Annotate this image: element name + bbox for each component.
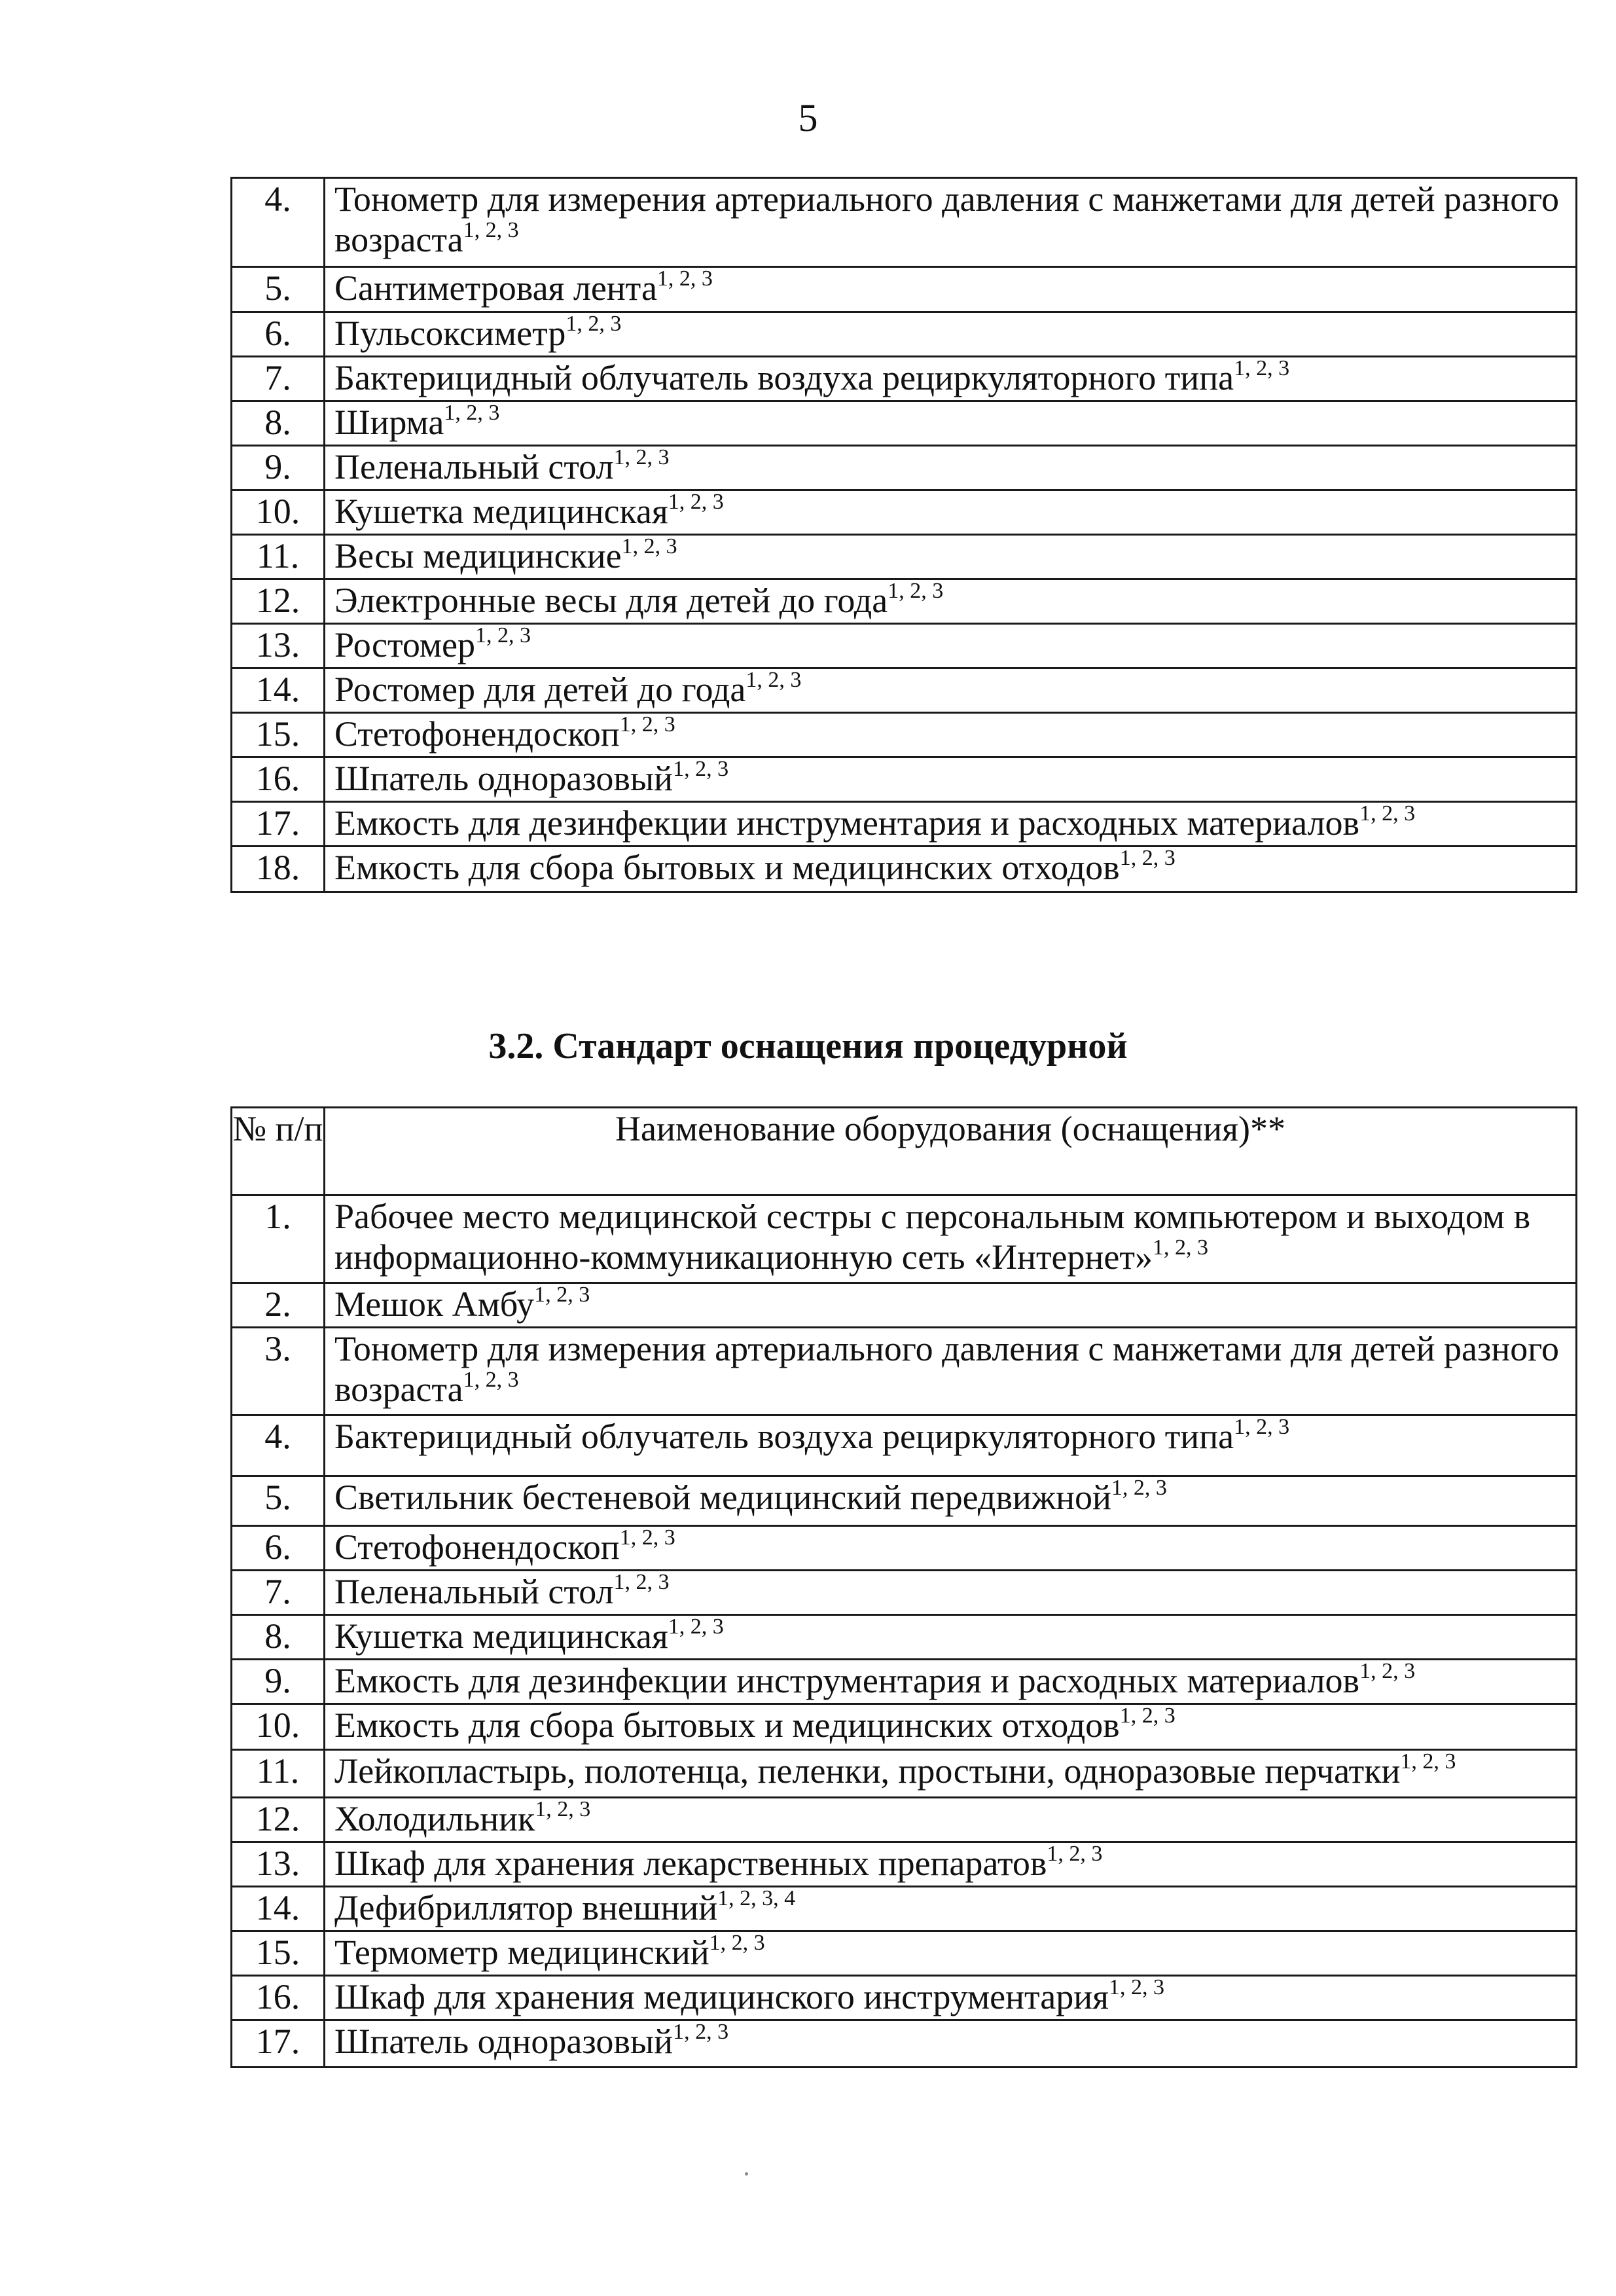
equipment-name-cell — [325, 1571, 1577, 1615]
table-row — [232, 1415, 1577, 1476]
equipment-name-cell — [325, 847, 1577, 892]
equipment-name: Лейкопластырь, полотенца, пеленки, простыни, одноразовые перчатки — [334, 1751, 1401, 1791]
footnote-marks: 1, 2, 3, 4 — [717, 1886, 796, 1910]
footnote-marks: 1, 2, 3 — [1047, 1842, 1103, 1866]
equipment-name: Емкость для дезинфекции инструментария и расходных материалов — [334, 1661, 1360, 1700]
equipment-name-cell — [325, 1615, 1577, 1660]
row-number: 11. — [232, 535, 325, 579]
equipment-name-cell — [325, 312, 1577, 357]
equipment-name-cell — [325, 579, 1577, 624]
footnote-marks: 1, 2, 3 — [745, 668, 802, 692]
table-row — [232, 535, 1577, 579]
equipment-name-cell — [325, 1283, 1577, 1328]
equipment-name-cell — [325, 668, 1577, 713]
equipment-name-cell — [325, 1798, 1577, 1842]
equipment-name-cell — [325, 1842, 1577, 1887]
equipment-name: Ростомер — [334, 625, 475, 665]
table-row — [232, 1976, 1577, 2020]
equipment-name: Бактерицидный облучатель воздуха рециркуляторного типа — [334, 1417, 1234, 1456]
equipment-name: Пеленальный стол — [334, 447, 614, 486]
equipment-name-cell — [325, 1195, 1577, 1283]
equipment-name-cell — [325, 624, 1577, 668]
equipment-name: Весы медицинские — [334, 536, 622, 575]
footnote-marks: 1, 2, 3 — [475, 623, 531, 647]
equipment-table-continued — [230, 177, 1577, 893]
equipment-name-cell — [325, 1704, 1577, 1750]
table-row — [232, 312, 1577, 357]
equipment-name: Ростомер для детей до года — [334, 670, 746, 709]
table-row — [232, 624, 1577, 668]
row-number: 10. — [232, 1704, 325, 1750]
footnote-marks: 1, 2, 3 — [1359, 1659, 1416, 1683]
footnote-marks: 1, 2, 3 — [1153, 1235, 1208, 1260]
table-row — [232, 446, 1577, 490]
equipment-name: Емкость для дезинфекции инструментария и расходных материалов — [334, 803, 1360, 843]
table-row — [232, 1571, 1577, 1615]
footnote-marks: 1, 2, 3 — [668, 490, 724, 514]
equipment-name: Тонометр для измерения артериального давления с манжетами для детей разного возраста — [334, 179, 1560, 259]
row-number: 17. — [232, 802, 325, 847]
row-number: 14. — [232, 1887, 325, 1931]
footnote-marks: 1, 2, 3 — [619, 1525, 675, 1550]
equipment-name: Шкаф для хранения лекарственных препаратов — [334, 1844, 1047, 1883]
table-row — [232, 1328, 1577, 1415]
footnote-marks: 1, 2, 3 — [668, 1614, 724, 1639]
equipment-name: Шкаф для хранения медицинского инструментария — [334, 1977, 1109, 2016]
equipment-name-cell — [325, 1526, 1577, 1571]
row-number: 14. — [232, 668, 325, 713]
row-number: 12. — [232, 579, 325, 624]
row-number: 13. — [232, 1842, 325, 1887]
equipment-name: Емкость для сбора бытовых и медицинских отходов — [334, 848, 1120, 887]
table-row — [232, 1526, 1577, 1571]
equipment-name: Рабочее место медицинской сестры с персональным компьютером и выходом в информационно-коммуникационную сеть «Интернет» — [334, 1197, 1531, 1277]
footnote-marks: 1, 2, 3 — [1108, 1975, 1164, 1999]
table-row — [232, 579, 1577, 624]
scan-artifact — [745, 2172, 748, 2176]
table-row — [232, 1476, 1577, 1526]
equipment-name: Термометр медицинский — [334, 1933, 709, 1972]
table-row — [232, 490, 1577, 535]
row-number: 11. — [232, 1750, 325, 1798]
footnote-marks: 1, 2, 3 — [1234, 1415, 1290, 1439]
row-number: 7. — [232, 1571, 325, 1615]
row-number: 2. — [232, 1283, 325, 1328]
row-number: 18. — [232, 847, 325, 892]
footnote-marks: 1, 2, 3 — [566, 312, 622, 336]
row-number: 4. — [232, 1415, 325, 1476]
footnote-marks: 1, 2, 3 — [613, 445, 670, 469]
row-number: 3. — [232, 1328, 325, 1415]
table-row — [232, 1195, 1577, 1283]
row-number: 8. — [232, 1615, 325, 1660]
equipment-name: Кушетка медицинская — [334, 1616, 668, 1656]
table-row — [232, 357, 1577, 401]
row-number: 4. — [232, 178, 325, 267]
row-number: 8. — [232, 401, 325, 446]
section-title: 3.2. Стандарт оснащения процедурной — [488, 1026, 1128, 1066]
equipment-name-cell — [325, 401, 1577, 446]
footnote-marks: 1, 2, 3 — [1119, 1704, 1176, 1728]
footnote-marks: 1, 2, 3 — [463, 218, 519, 242]
equipment-name-cell — [325, 178, 1577, 267]
equipment-name: Шпатель одноразовый — [334, 759, 673, 798]
table-row — [232, 1798, 1577, 1842]
row-number: 15. — [232, 1931, 325, 1976]
row-number: 6. — [232, 1526, 325, 1571]
table-row — [232, 2020, 1577, 2068]
row-number: 12. — [232, 1798, 325, 1842]
table-row — [232, 757, 1577, 802]
equipment-name: Пеленальный стол — [334, 1572, 614, 1611]
equipment-name-cell — [325, 357, 1577, 401]
footnote-marks: 1, 2, 3 — [535, 1797, 591, 1821]
header-number: № п/п — [232, 1108, 325, 1195]
equipment-name: Дефибриллятор внешний — [334, 1888, 718, 1927]
footnote-marks: 1, 2, 3 — [613, 1570, 670, 1594]
equipment-name-cell — [325, 490, 1577, 535]
footnote-marks: 1, 2, 3 — [709, 1931, 765, 1955]
procedure-room-equipment-table — [230, 1106, 1577, 2068]
page-number: 5 — [798, 96, 818, 139]
row-number: 16. — [232, 757, 325, 802]
equipment-name: Стетофонендоскоп — [334, 1527, 620, 1567]
equipment-name-cell — [325, 1415, 1577, 1476]
row-number: 15. — [232, 713, 325, 757]
equipment-name: Светильник бестеневой медицинский передвижной — [334, 1478, 1111, 1517]
table-row — [232, 1283, 1577, 1328]
equipment-name: Бактерицидный облучатель воздуха рециркуляторного типа — [334, 358, 1234, 397]
row-number: 9. — [232, 446, 325, 490]
table-row — [232, 1887, 1577, 1931]
table-row — [232, 713, 1577, 757]
footnote-marks: 1, 2, 3 — [621, 534, 677, 558]
table-row — [232, 1931, 1577, 1976]
table-row — [232, 1660, 1577, 1704]
footnote-marks: 1, 2, 3 — [1400, 1749, 1456, 1774]
footnote-marks: 1, 2, 3 — [1234, 356, 1290, 380]
table-header-row — [232, 1108, 1577, 1195]
equipment-name-cell — [325, 2020, 1577, 2068]
equipment-name-cell — [325, 446, 1577, 490]
footnote-marks: 1, 2, 3 — [1119, 846, 1176, 870]
table-row — [232, 1704, 1577, 1750]
row-number: 5. — [232, 267, 325, 312]
equipment-name-cell — [325, 1750, 1577, 1798]
row-number: 13. — [232, 624, 325, 668]
table-row — [232, 267, 1577, 312]
equipment-name-cell — [325, 1887, 1577, 1931]
equipment-name-cell — [325, 1476, 1577, 1526]
row-number: 5. — [232, 1476, 325, 1526]
equipment-name: Емкость для сбора бытовых и медицинских отходов — [334, 1705, 1120, 1745]
equipment-name-cell — [325, 1976, 1577, 2020]
row-number: 17. — [232, 2020, 325, 2068]
equipment-name: Холодильник — [334, 1799, 535, 1838]
equipment-name-cell — [325, 267, 1577, 312]
footnote-marks: 1, 2, 3 — [534, 1283, 590, 1307]
equipment-name: Электронные весы для детей до года — [334, 581, 888, 620]
table-row — [232, 1842, 1577, 1887]
footnote-marks: 1, 2, 3 — [1111, 1476, 1167, 1500]
equipment-name-cell — [325, 1328, 1577, 1415]
equipment-name-cell — [325, 535, 1577, 579]
row-number: 16. — [232, 1976, 325, 2020]
equipment-name: Шпатель одноразовый — [334, 2022, 673, 2061]
header-name: Наименование оборудования (оснащения)** — [325, 1108, 1577, 1195]
equipment-name-cell — [325, 1931, 1577, 1976]
row-number: 9. — [232, 1660, 325, 1704]
table-body — [232, 178, 1577, 892]
row-number: 6. — [232, 312, 325, 357]
footnote-marks: 1, 2, 3 — [1359, 801, 1416, 826]
equipment-name: Мешок Амбу — [334, 1285, 535, 1324]
table-row — [232, 401, 1577, 446]
table-row — [232, 1615, 1577, 1660]
table-row — [232, 178, 1577, 267]
equipment-name: Стетофонендоскоп — [334, 714, 620, 754]
equipment-name: Тонометр для измерения артериального давления с манжетами для детей разного возраста — [334, 1329, 1560, 1409]
equipment-name-cell — [325, 1660, 1577, 1704]
equipment-name-cell — [325, 802, 1577, 847]
footnote-marks: 1, 2, 3 — [888, 579, 944, 603]
footnote-marks: 1, 2, 3 — [444, 401, 500, 425]
footnote-marks: 1, 2, 3 — [656, 266, 713, 291]
table-row — [232, 668, 1577, 713]
row-number: 10. — [232, 490, 325, 535]
equipment-name: Сантиметровая лента — [334, 268, 657, 308]
footnote-marks: 1, 2, 3 — [673, 757, 729, 781]
row-number: 7. — [232, 357, 325, 401]
equipment-name: Ширма — [334, 403, 444, 442]
equipment-name-cell — [325, 713, 1577, 757]
table-row — [232, 1750, 1577, 1798]
table-row — [232, 847, 1577, 892]
footnote-marks: 1, 2, 3 — [619, 712, 675, 737]
footnote-marks: 1, 2, 3 — [463, 1368, 519, 1392]
equipment-name-cell — [325, 757, 1577, 802]
table-body — [232, 1195, 1577, 2068]
equipment-name: Пульсоксиметр — [334, 314, 566, 353]
footnote-marks: 1, 2, 3 — [673, 2020, 729, 2044]
equipment-name: Кушетка медицинская — [334, 492, 668, 531]
row-number: 1. — [232, 1195, 325, 1283]
table-row — [232, 802, 1577, 847]
